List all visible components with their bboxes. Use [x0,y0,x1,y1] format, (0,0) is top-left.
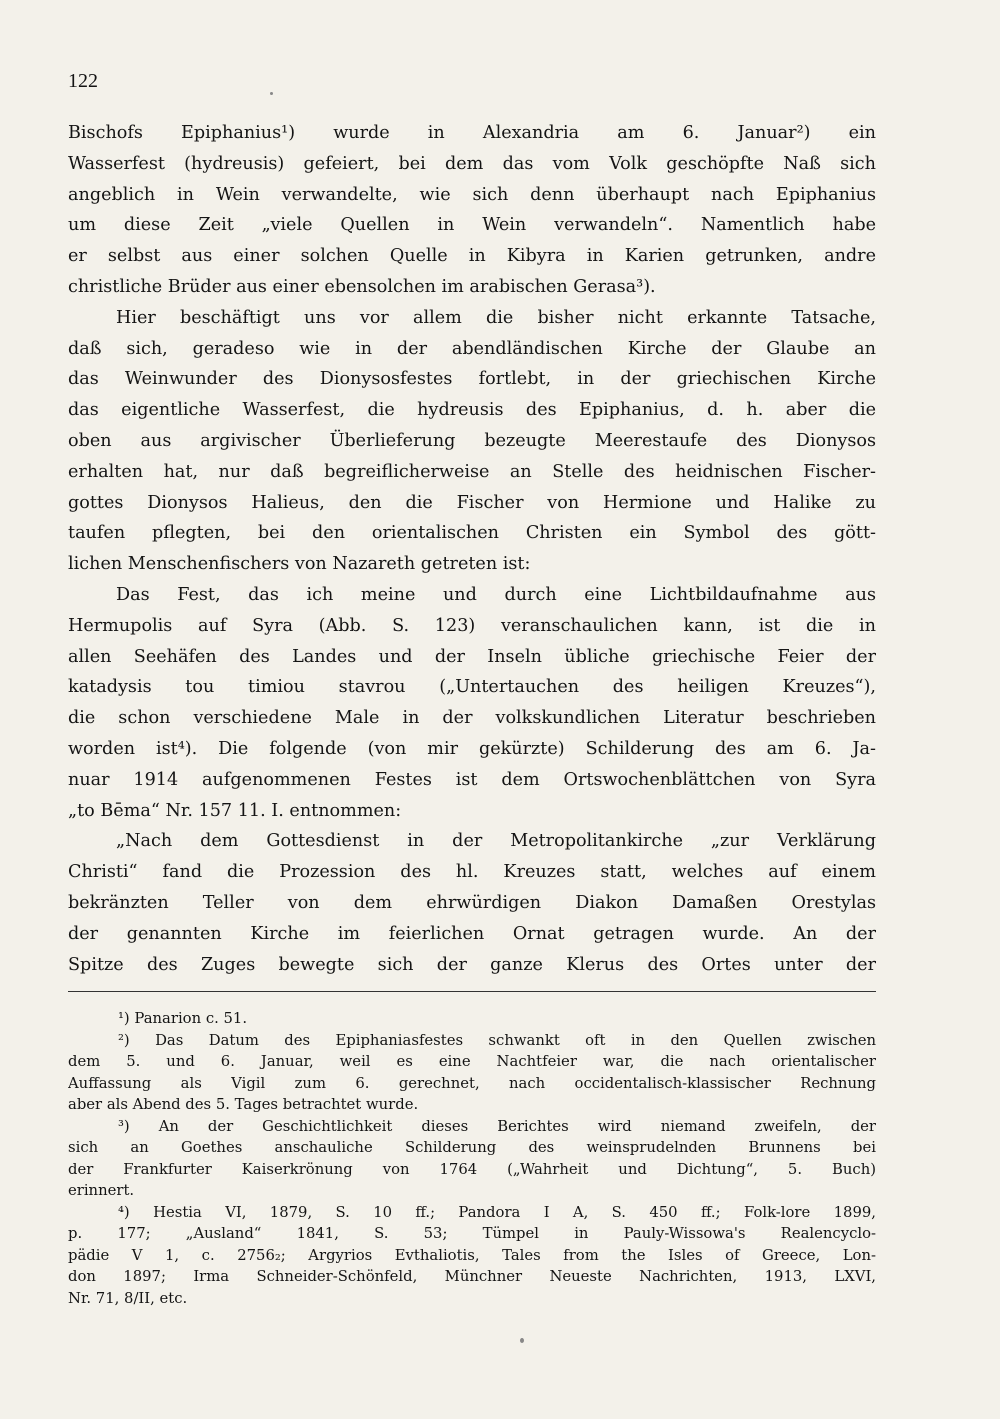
footnote-line: ²) Das Datum des Epiphaniasfestes schwankt oft in den Quellen zwischen [118,1031,876,1049]
text-line: Hermupolis auf Syra (Abb. S. 123) veranschaulichen kann, ist die in [68,615,876,636]
text-line: Wasserfest (hydreusis) gefeiert, bei dem das vom Volk geschöpfte Naß sich [68,153,876,174]
footnote-line: Nr. 71, 8/II, etc. [68,1289,188,1307]
text-line: lichen Menschenfischers von Nazareth getreten ist: [68,554,531,575]
footnote-rule [68,991,876,992]
text-line: erhalten hat, nur daß begreiflicherweise an Stelle des heidnischen Fischer- [68,461,876,482]
text-line: taufen pflegten, bei den orientalischen Christen ein Symbol des gött- [68,523,876,544]
text-line: allen Seehäfen des Landes und der Inseln übliche griechische Feier der [68,646,876,667]
text-line: das Weinwunder des Dionysosfestes fortlebt, in der griechischen Kirche [68,369,876,390]
text-line: daß sich, geradeso wie in der abendländischen Kirche der Glaube an [68,338,876,359]
footnote-line: dem 5. und 6. Januar, weil es eine Nachtfeier war, die nach orientalischer [68,1053,876,1070]
text-line: bekränzten Teller von dem ehrwürdigen Diakon Damaßen Orestylas [68,892,876,913]
text-line: die schon verschiedene Male in der volkskundlichen Literatur beschrieben [68,708,876,729]
page-number: 122 [68,70,98,92]
footnote-line: der Frankfurter Kaiserkrönung von 1764 („Wahrheit und Dichtung“, 5. Buch) [68,1160,876,1178]
text-line: um diese Zeit „viele Quellen in Wein verwandeln“. Namentlich habe [68,215,876,236]
text-line: angeblich in Wein verwandelte, wie sich denn überhaupt nach Epiphanius [68,184,876,205]
text-line: worden ist⁴). Die folgende (von mir gekürzte) Schilderung des am 6. Ja- [68,738,876,759]
footnote-line: erinnert. [68,1182,135,1199]
text-line: das eigentliche Wasserfest, die hydreusis des Epiphanius, d. h. aber die [68,400,876,421]
footnote-line: ³) An der Geschichtlichkeit dieses Berichtes wird niemand zweifeln, der [118,1117,876,1135]
footnote-line: don 1897; Irma Schneider-Schönfeld, Münchner Neueste Nachrichten, 1913, LXVI, [68,1268,876,1285]
text-line: der genannten Kirche im feierlichen Ornat getragen wurde. An der [68,923,876,944]
text-line: oben aus argivischer Überlieferung bezeugte Meerestaufe des Dionysos [68,430,876,451]
text-line: „Nach dem Gottesdienst in der Metropolitankirche „zur Verklärung [116,831,876,852]
footnote-line: aber als Abend des 5. Tages betrachtet wurde. [68,1096,419,1113]
text-line: Christi“ fand die Prozession des hl. Kreuzes statt, welches auf einem [68,862,876,883]
footnote-line: ⁴) Hestia VI, 1879, S. 10 ff.; Pandora I A, S. 450 ff.; Folk-lore 1899, [118,1203,876,1221]
text-line: Hier beschäftigt uns vor allem die bisher nicht erkannte Tatsache, [116,307,876,328]
body-text [68,118,876,980]
footnote-line: p. 177; „Ausland“ 1841, S. 53; Tümpel in Pauly-Wissowa's Realencyclo- [68,1225,876,1242]
paper-speck [520,1338,524,1343]
footnotes [68,1008,876,1309]
text-line: er selbst aus einer solchen Quelle in Kibyra in Karien getrunken, andre [68,246,876,267]
text-line: „to Bēma“ Nr. 157 11. I. entnommen: [68,800,402,821]
text-line: katadysis tou timiou stavrou („Untertauchen des heiligen Kreuzes“), [68,677,876,698]
paper-speck [270,92,273,95]
text-line: gottes Dionysos Halieus, den die Fischer von Hermione und Halike zu [68,492,876,513]
text-line: Das Fest, das ich meine und durch eine Lichtbildaufnahme aus [116,584,876,605]
text-line: christliche Brüder aus einer ebensolchen im arabischen Gerasa³). [68,276,656,297]
text-line: Spitze des Zuges bewegte sich der ganze Klerus des Ortes unter der [68,954,876,975]
text-line: nuar 1914 aufgenommenen Festes ist dem Ortswochenblättchen von Syra [68,769,876,790]
text-line: Bischofs Epiphanius¹) wurde in Alexandria am 6. Januar²) ein [68,123,876,143]
footnote-line: Auffassung als Vigil zum 6. gerechnet, nach occidentalisch-klassischer Rechnung [68,1074,876,1092]
footnote-line: pädie V 1, c. 2756₂; Argyrios Evthaliotis, Tales from the Isles of Greece, Lon- [68,1246,876,1264]
footnote-line: sich an Goethes anschauliche Schilderung des weinsprudelnden Brunnens bei [68,1139,876,1156]
footnote-line: ¹) Panarion c. 51. [118,1010,248,1027]
